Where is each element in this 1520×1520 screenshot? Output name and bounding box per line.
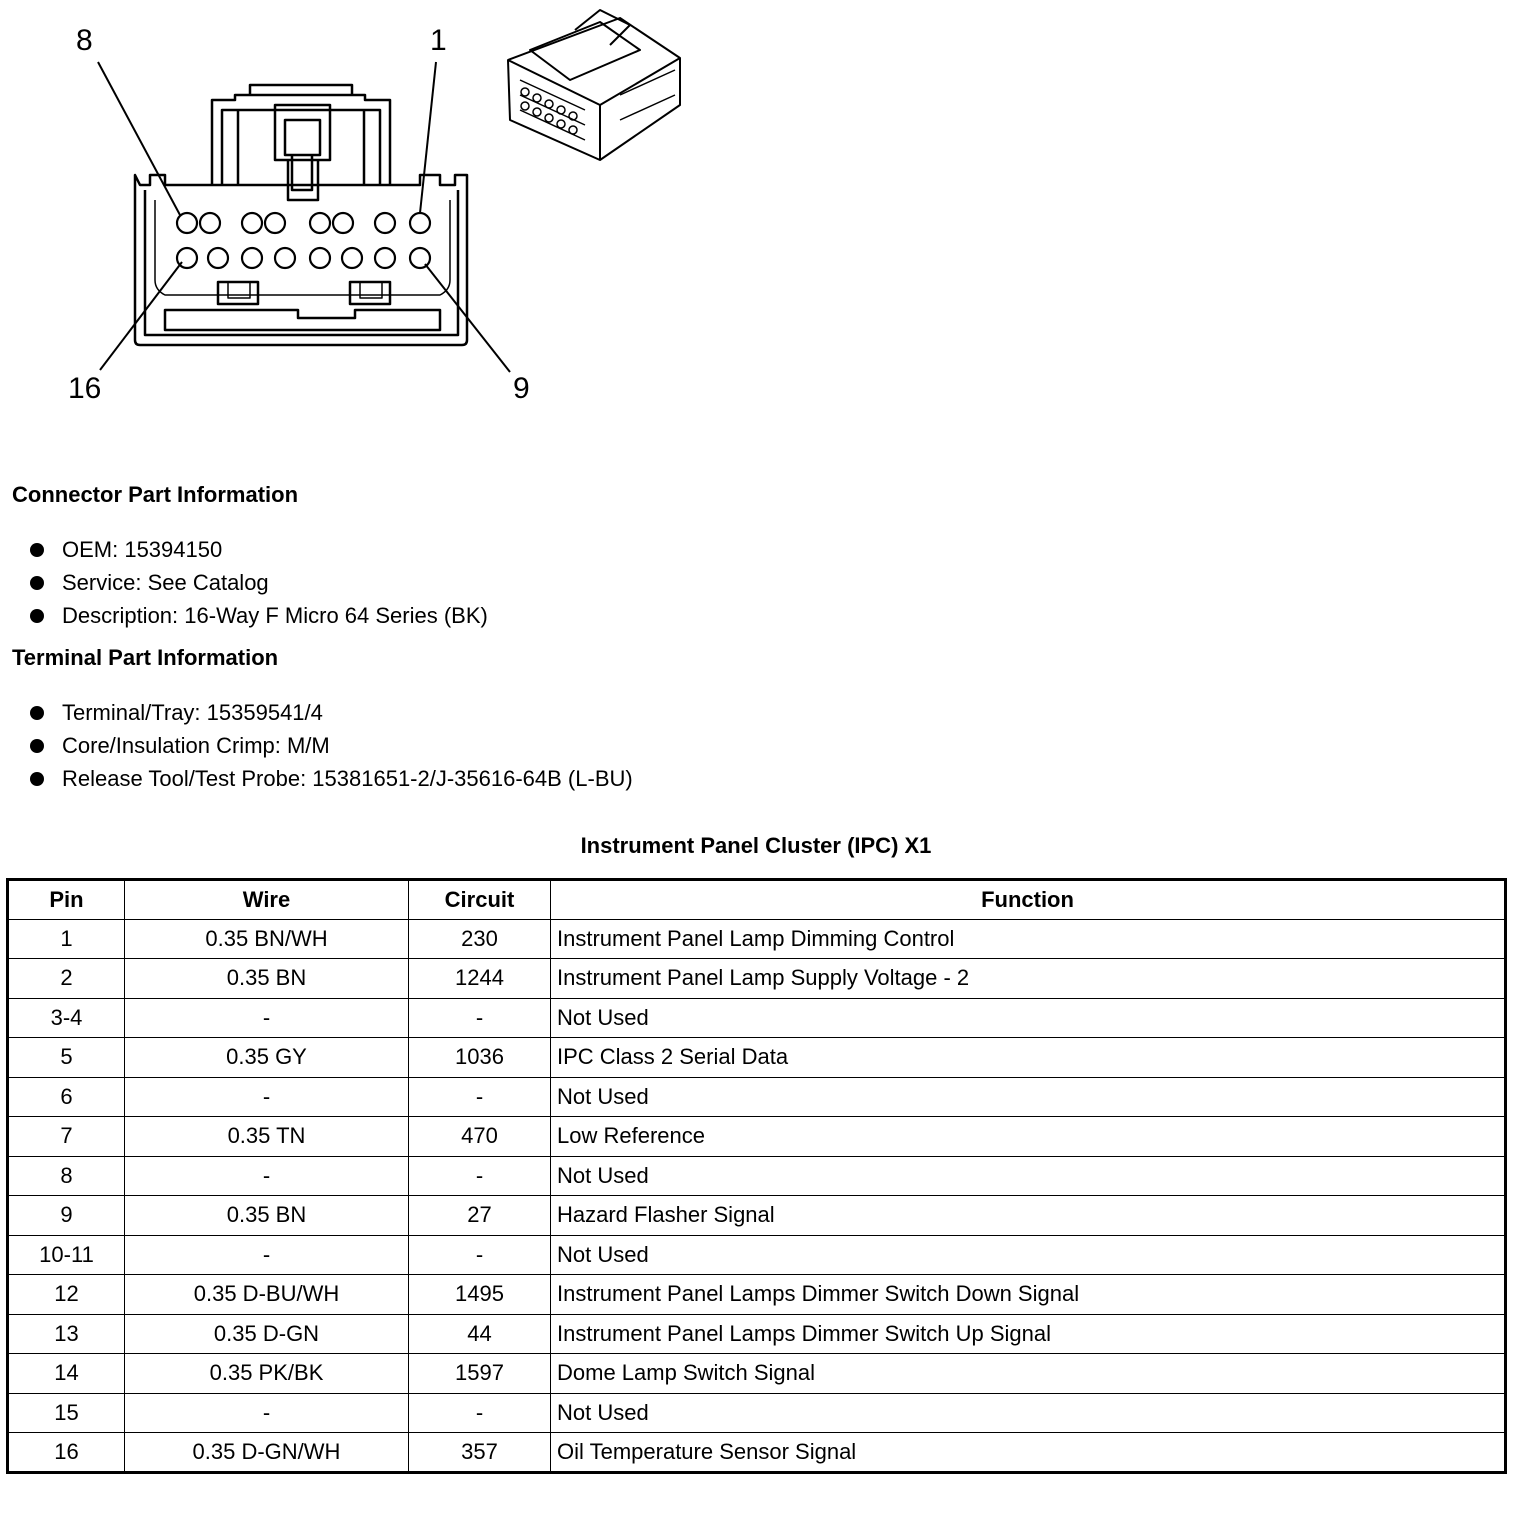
terminal-tray: Terminal/Tray: 15359541/4	[62, 700, 323, 725]
cell-function: Instrument Panel Lamps Dimmer Switch Up Signal	[551, 1314, 1506, 1354]
pinout-table	[6, 878, 1507, 1474]
list-item	[28, 533, 488, 566]
cell-wire: -	[125, 1235, 409, 1275]
table-row	[8, 1235, 1506, 1275]
cell-wire: -	[125, 1393, 409, 1433]
bullet-icon	[30, 576, 44, 590]
bullet-icon	[30, 609, 44, 623]
cell-circuit: 470	[409, 1117, 551, 1157]
cell-circuit: 357	[409, 1433, 551, 1473]
cell-wire: -	[125, 1156, 409, 1196]
cell-pin: 8	[8, 1156, 125, 1196]
header-function: Function	[551, 880, 1506, 920]
cell-wire: 0.35 PK/BK	[125, 1354, 409, 1394]
table-row	[8, 1117, 1506, 1157]
list-item	[28, 566, 488, 599]
header-wire: Wire	[125, 880, 409, 920]
table-row	[8, 1196, 1506, 1236]
cell-function: Not Used	[551, 998, 1506, 1038]
cell-circuit: -	[409, 1077, 551, 1117]
list-item	[28, 762, 633, 795]
connector-service: Service: See Catalog	[62, 570, 269, 595]
connector-diagram	[0, 0, 760, 440]
cell-wire: 0.35 BN	[125, 1196, 409, 1236]
list-item	[28, 729, 633, 762]
cell-pin: 2	[8, 959, 125, 999]
bullet-icon	[30, 772, 44, 786]
table-row	[8, 919, 1506, 959]
cell-circuit: 44	[409, 1314, 551, 1354]
cell-circuit: -	[409, 998, 551, 1038]
cell-pin: 5	[8, 1038, 125, 1078]
connector-face-drawing	[0, 0, 760, 440]
cell-circuit: 1244	[409, 959, 551, 999]
cell-wire: 0.35 BN	[125, 959, 409, 999]
table-row	[8, 1156, 1506, 1196]
cell-function: IPC Class 2 Serial Data	[551, 1038, 1506, 1078]
cell-pin: 9	[8, 1196, 125, 1236]
cell-circuit: -	[409, 1235, 551, 1275]
bullet-icon	[30, 706, 44, 720]
cell-circuit: 1597	[409, 1354, 551, 1394]
cell-function: Instrument Panel Lamp Dimming Control	[551, 919, 1506, 959]
table-row	[8, 1314, 1506, 1354]
cell-wire: 0.35 GY	[125, 1038, 409, 1078]
cell-circuit: -	[409, 1393, 551, 1433]
pin-label-bottom-left: 16	[68, 372, 102, 405]
bullet-icon	[30, 543, 44, 557]
cell-pin: 1	[8, 919, 125, 959]
cell-pin: 16	[8, 1433, 125, 1473]
table-header-row	[8, 880, 1506, 920]
connector-oem: OEM: 15394150	[62, 537, 223, 562]
connector-description: Description: 16-Way F Micro 64 Series (BK)	[62, 603, 488, 628]
cell-wire: 0.35 TN	[125, 1117, 409, 1157]
cell-function: Not Used	[551, 1156, 1506, 1196]
terminal-info-list	[28, 696, 633, 795]
cell-wire: 0.35 D-BU/WH	[125, 1275, 409, 1315]
cell-function: Not Used	[551, 1235, 1506, 1275]
table-row	[8, 1038, 1506, 1078]
connector-info-heading: Connector Part Information	[12, 482, 299, 507]
cell-pin: 3-4	[8, 998, 125, 1038]
table-row	[8, 1393, 1506, 1433]
cell-circuit: 1495	[409, 1275, 551, 1315]
connector-info-list	[28, 533, 488, 632]
pin-label-top-left: 8	[76, 24, 93, 57]
cell-function: Oil Temperature Sensor Signal	[551, 1433, 1506, 1473]
cell-circuit: -	[409, 1156, 551, 1196]
cell-function: Instrument Panel Lamps Dimmer Switch Down Signal	[551, 1275, 1506, 1315]
cell-function: Hazard Flasher Signal	[551, 1196, 1506, 1236]
header-circuit: Circuit	[409, 880, 551, 920]
table-row	[8, 1077, 1506, 1117]
cell-wire: -	[125, 998, 409, 1038]
table-row	[8, 1433, 1506, 1473]
table-row	[8, 1275, 1506, 1315]
table-row	[8, 1354, 1506, 1394]
cell-wire: 0.35 D-GN	[125, 1314, 409, 1354]
terminal-crimp: Core/Insulation Crimp: M/M	[62, 733, 330, 758]
bullet-icon	[30, 739, 44, 753]
list-item	[28, 696, 633, 729]
cell-function: Not Used	[551, 1077, 1506, 1117]
table-title: Instrument Panel Cluster (IPC) X1	[580, 833, 932, 858]
table-row	[8, 998, 1506, 1038]
table-body	[8, 919, 1506, 1472]
cell-pin: 14	[8, 1354, 125, 1394]
terminal-release-tool: Release Tool/Test Probe: 15381651-2/J-35616-64B (L-BU)	[62, 766, 633, 791]
terminal-info-heading: Terminal Part Information	[12, 645, 279, 670]
header-pin: Pin	[8, 880, 125, 920]
table-row	[8, 959, 1506, 999]
cell-wire: 0.35 D-GN/WH	[125, 1433, 409, 1473]
cell-pin: 6	[8, 1077, 125, 1117]
cell-circuit: 1036	[409, 1038, 551, 1078]
cell-pin: 12	[8, 1275, 125, 1315]
cell-function: Instrument Panel Lamp Supply Voltage - 2	[551, 959, 1506, 999]
cell-function: Dome Lamp Switch Signal	[551, 1354, 1506, 1394]
cell-pin: 15	[8, 1393, 125, 1433]
cell-circuit: 27	[409, 1196, 551, 1236]
cell-wire: -	[125, 1077, 409, 1117]
cell-circuit: 230	[409, 919, 551, 959]
cell-pin: 13	[8, 1314, 125, 1354]
pin-label-top-right: 1	[430, 24, 447, 57]
cell-pin: 10-11	[8, 1235, 125, 1275]
pin-label-bottom-right: 9	[513, 372, 530, 405]
list-item	[28, 599, 488, 632]
cell-function: Not Used	[551, 1393, 1506, 1433]
cell-pin: 7	[8, 1117, 125, 1157]
cell-wire: 0.35 BN/WH	[125, 919, 409, 959]
cell-function: Low Reference	[551, 1117, 1506, 1157]
